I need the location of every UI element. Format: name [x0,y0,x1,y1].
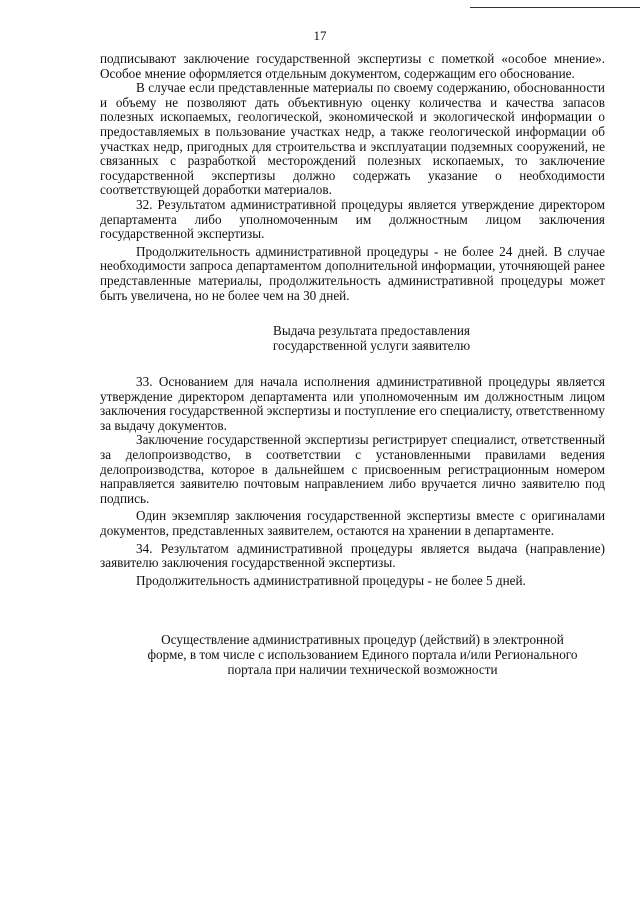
paragraph-34: 34. Результатом административной процедуры является выдача (направление) заявителю заключения государственной экспертизы. [100,540,605,571]
top-edge-line [470,7,640,8]
paragraph: Продолжительность административной процедуры - не более 24 дней. В случае необходимости запроса департаментом дополнительной информации, уточняющей ранее представленные материалы, продолжительность административной процедуры может быть увеличена, но не более чем на 30 дней. [100,243,605,303]
heading-line: Выдача результата предоставления [273,323,470,339]
section-heading-result [100,323,605,353]
paragraph-32: 32. Результатом административной процедуры является утверждение директором департамента либо уполномоченным им должностным лицом заключения государственной экспертизы. [100,196,605,242]
paragraph: Продолжительность административной процедуры - не более 5 дней. [136,572,526,588]
paragraph: подписывают заключение государственной экспертизы с пометкой «особое мнение». Особое мнение оформляется отдельным документом, содержащим его обоснование. [100,51,605,81]
heading-line: форме, в том числе с использованием Единого портала и/или Регионального [147,647,578,662]
heading-line: государственной услуги заявителю [272,338,471,354]
paragraph: Один экземпляр заключения государственной экспертизы вместе с оригиналами документов, представленных заявителем, остаются на хранении в департаменте. [100,508,605,539]
paragraph-33: 33. Основанием для начала исполнения административной процедуры является утверждение директором департамента или уполномоченным им должностным лицом заключения государственной экспертизы и поступление его специалисту, ответственному за выдачу документов. [100,374,605,433]
section-heading-electronic [100,632,625,677]
heading-line: портала при наличии технической возможности [227,662,498,677]
paragraph: В случае если представленные материалы по своему содержанию, обоснованности и объему не позволяют дать объективную оценку количества и качества запасов полезных ископаемых, геологической, экономической и экологической информации о предоставляемых в пользование участках недр, а также геологической информации об участках недр, пригодных для строительства и эксплуатации подземных сооружений, не связанных с разработкой месторождений полезных ископаемых, то заключение государственной экспертизы должно содержать указание о необходимости соответствующей доработки материалов. [100,80,605,198]
page-number: 17 [313,28,327,43]
document-body [100,52,605,588]
paragraph: Заключение государственной экспертизы регистрирует специалист, ответственный за делопроизводство, в соответствии с установленными правилами ведения делопроизводства, которое в дальнейшем с присвоенным регистрационным номером направляется заявителю почтовым направлением либо вручается лично заявителю под подпись. [100,432,605,506]
heading-line: Осуществление административных процедур (действий) в электронной [161,632,564,647]
